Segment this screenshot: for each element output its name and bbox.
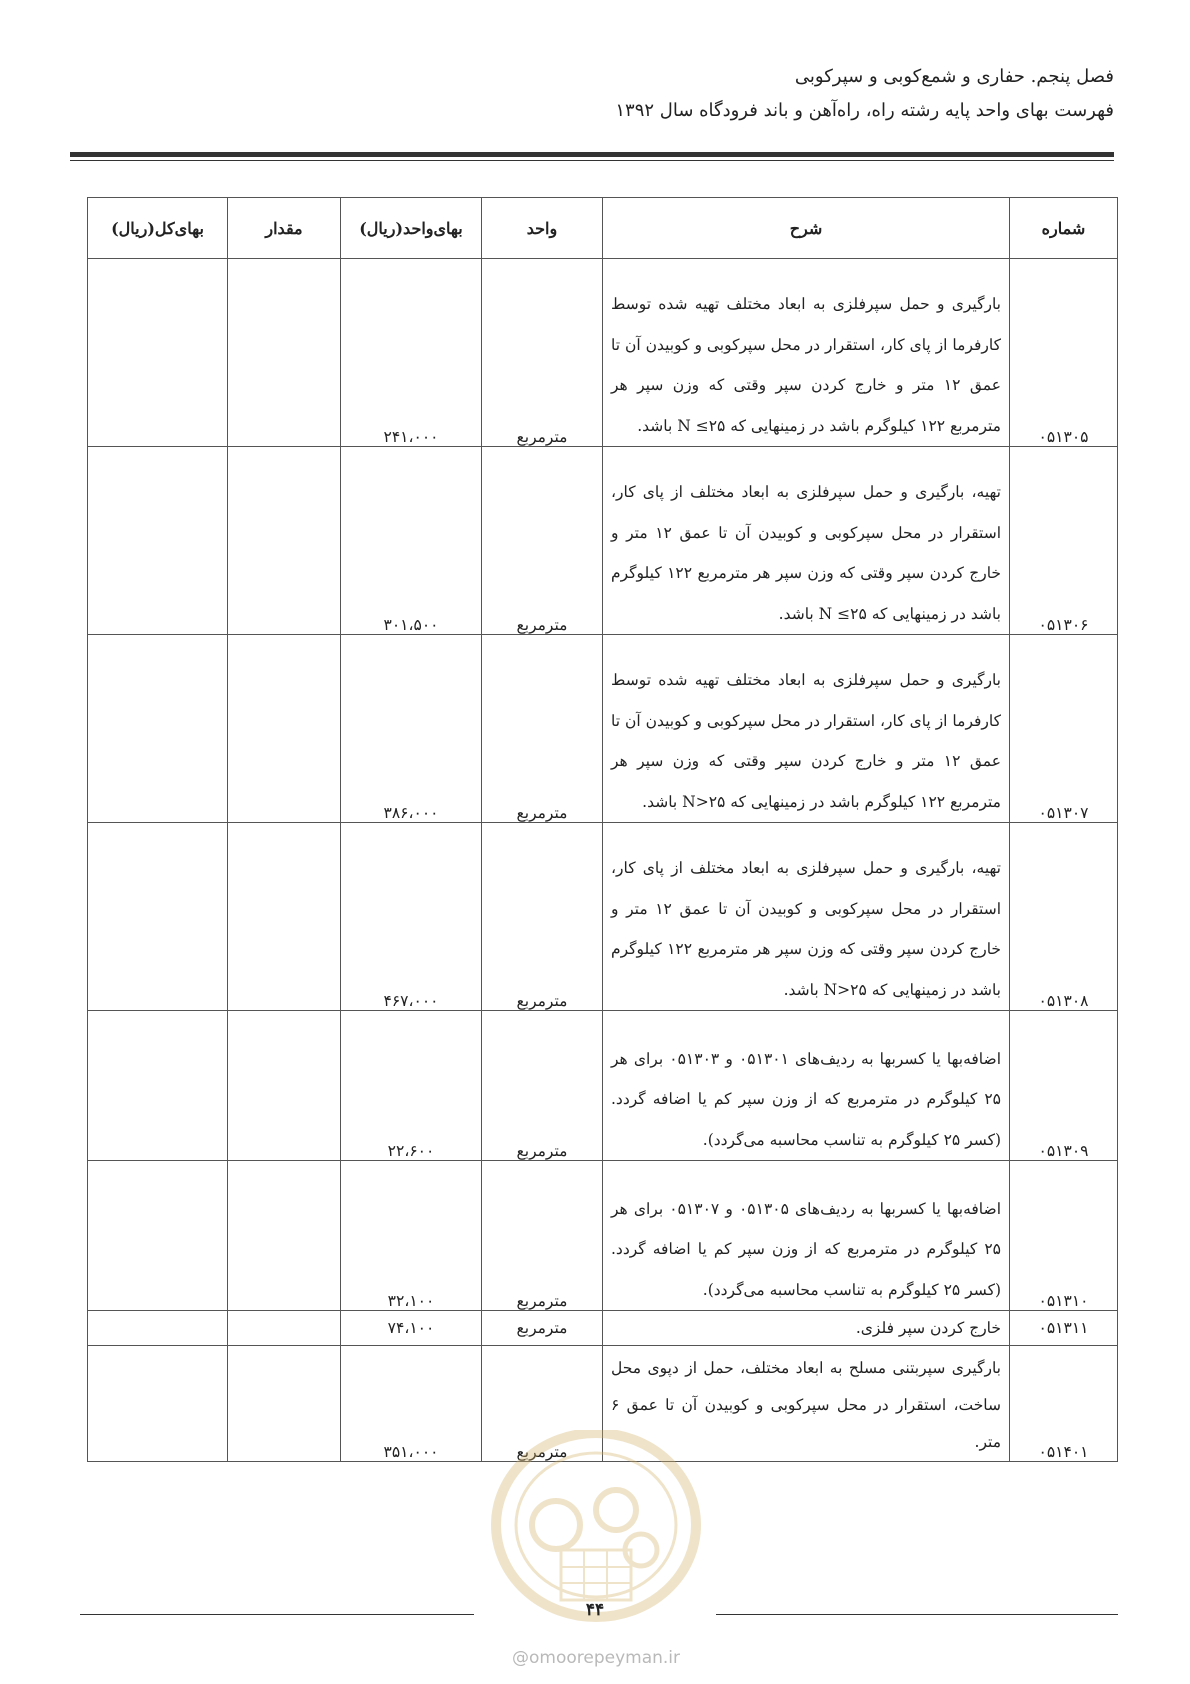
row-code: ۰۵۱۳۰۸ (1010, 823, 1118, 1011)
row-quantity (228, 447, 341, 635)
row-description: تهیه، بارگیری و حمل سپرفلزی به ابعاد مختلف از پای کار، استقرار در محل سپرکوبی و کوبیدن آن تا عمق ۱۲ متر و خارج کردن سپر وقتی که وزن سپر هر مترمربع ۱۲۲ کیلوگرم باشد در زمینهایی که N ≤۲۵ باشد. (603, 447, 1010, 635)
row-total-price (88, 1311, 228, 1346)
row-quantity (228, 635, 341, 823)
row-code: ۰۵۱۳۰۶ (1010, 447, 1118, 635)
row-description: خارج کردن سپر فلزی. (603, 1311, 1010, 1346)
column-header-quantity: مقدار (228, 198, 341, 259)
row-total-price (88, 259, 228, 447)
table-row (88, 823, 1118, 1011)
column-header-code: شماره (1010, 198, 1118, 259)
row-description: بارگیری و حمل سپرفلزی به ابعاد مختلف تهیه شده توسط کارفرما از پای کار، استقرار در محل سپرکوبی و کوبیدن آن تا عمق ۱۲ متر و خارج کردن سپر وقتی که وزن سپر هر مترمربع ۱۲۲ کیلوگرم باشد در زمینهایی که N>۲۵ باشد. (603, 635, 1010, 823)
page-number: ۴۴ (585, 1600, 605, 1620)
page-header (615, 60, 1114, 128)
row-unit: مترمربع (482, 1346, 603, 1462)
row-description: اضافه‌بها یا کسربها به ردیف‌های ۰۵۱۳۰۱ و ۰۵۱۳۰۳ برای هر ۲۵ کیلوگرم در مترمربع که از وزن سپر کم یا اضافه گردد.(کسر ۲۵ کیلوگرم به تناسب محاسبه می‌گردد). (603, 1011, 1010, 1161)
row-unit: مترمربع (482, 447, 603, 635)
header-rule-thick (70, 152, 1114, 157)
row-unit-price: ۳۸۶،۰۰۰ (341, 635, 482, 823)
row-total-price (88, 1161, 228, 1311)
column-header-description: شرح (603, 198, 1010, 259)
source-site: @omoorepeyman.ir (511, 1648, 681, 1668)
row-code: ۰۵۱۳۱۱ (1010, 1311, 1118, 1346)
row-unit-price: ۲۲،۶۰۰ (341, 1011, 482, 1161)
row-unit-price: ۲۴۱،۰۰۰ (341, 259, 482, 447)
row-unit: مترمربع (482, 1011, 603, 1161)
row-total-price (88, 635, 228, 823)
row-code: ۰۵۱۳۱۰ (1010, 1161, 1118, 1311)
row-unit-price: ۳۰۱،۵۰۰ (341, 447, 482, 635)
row-unit: مترمربع (482, 1161, 603, 1311)
row-code: ۰۵۱۳۰۵ (1010, 259, 1118, 447)
price-list-table (87, 197, 1118, 1462)
row-description: بارگیری و حمل سپرفلزی به ابعاد مختلف تهیه شده توسط کارفرما از پای کار، استقرار در محل سپرکوبی و کوبیدن آن تا عمق ۱۲ متر و خارج کردن سپر وقتی که وزن سپر هر مترمربع ۱۲۲ کیلوگرم باشد در زمینهایی که N ≤۲۵ باشد. (603, 259, 1010, 447)
footer-rule-left (80, 1614, 474, 1615)
row-unit-price: ۴۶۷،۰۰۰ (341, 823, 482, 1011)
table-row (88, 635, 1118, 823)
chapter-title: فصل پنجم. حفاری و شمع‌کوبی و سپرکوبی (794, 66, 1114, 87)
column-header-unit: واحد (482, 198, 603, 259)
table-row (88, 1161, 1118, 1311)
row-description: تهیه، بارگیری و حمل سپرفلزی به ابعاد مختلف از پای کار، استقرار در محل سپرکوبی و کوبیدن آن تا عمق ۱۲ متر و خارج کردن سپر وقتی که وزن سپر هر مترمربع ۱۲۲ کیلوگرم باشد در زمینهایی که N>۲۵ باشد. (603, 823, 1010, 1011)
table-row (88, 1346, 1118, 1462)
row-code: ۰۵۱۳۰۷ (1010, 635, 1118, 823)
row-unit: مترمربع (482, 1311, 603, 1346)
row-quantity (228, 1311, 341, 1346)
row-quantity (228, 259, 341, 447)
column-header-unit-price: بهای‌واحد(ریال) (341, 198, 482, 259)
footer-rule-right (716, 1614, 1118, 1615)
table-row (88, 1011, 1118, 1161)
row-total-price (88, 1346, 228, 1462)
header-rule-thin (70, 160, 1114, 161)
row-unit: مترمربع (482, 635, 603, 823)
row-code: ۰۵۱۳۰۹ (1010, 1011, 1118, 1161)
row-total-price (88, 447, 228, 635)
row-total-price (88, 1011, 228, 1161)
document-subtitle: فهرست بهای واحد پایه رشته راه، راه‌آهن و باند فرودگاه سال ۱۳۹۲ (615, 100, 1114, 121)
table-row (88, 447, 1118, 635)
row-unit-price: ۳۲،۱۰۰ (341, 1161, 482, 1311)
table-header-row (88, 198, 1118, 259)
row-quantity (228, 1346, 341, 1462)
row-unit: مترمربع (482, 259, 603, 447)
row-quantity (228, 823, 341, 1011)
table-row (88, 259, 1118, 447)
row-description: بارگیری سپربتنی مسلح به ابعاد مختلف، حمل از دپوی محل ساخت، استقرار در محل سپرکوبی و کوبیدن آن تا عمق ۶ متر. (603, 1346, 1010, 1462)
table-row (88, 1311, 1118, 1346)
column-header-total-price: بهای‌کل(ریال) (88, 198, 228, 259)
row-total-price (88, 823, 228, 1011)
row-quantity (228, 1011, 341, 1161)
row-unit-price: ۷۴،۱۰۰ (341, 1311, 482, 1346)
row-unit: مترمربع (482, 823, 603, 1011)
row-quantity (228, 1161, 341, 1311)
row-unit-price: ۳۵۱،۰۰۰ (341, 1346, 482, 1462)
row-description: اضافه‌بها یا کسربها به ردیف‌های ۰۵۱۳۰۵ و ۰۵۱۳۰۷ برای هر ۲۵ کیلوگرم در مترمربع که از وزن سپر کم یا اضافه گردد.(کسر ۲۵ کیلوگرم به تناسب محاسبه می‌گردد). (603, 1161, 1010, 1311)
row-code: ۰۵۱۴۰۱ (1010, 1346, 1118, 1462)
